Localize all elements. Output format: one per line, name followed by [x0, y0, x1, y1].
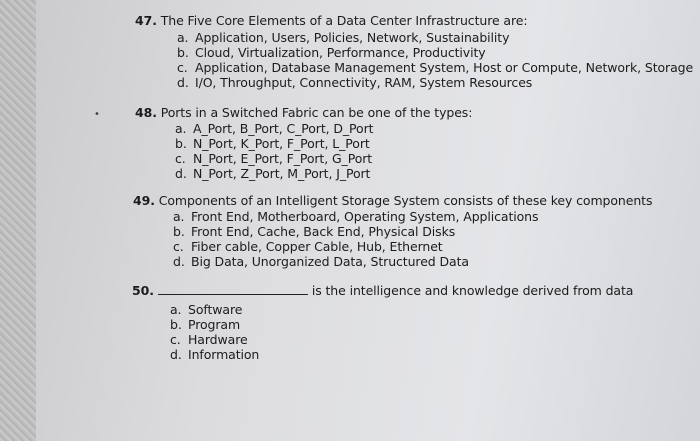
option-list	[173, 209, 652, 269]
option-a: a. A_Port, B_Port, C_Port, D_Port	[175, 121, 374, 136]
option-d: d. I/O, Throughput, Connectivity, RAM, System Resources	[177, 75, 533, 90]
question-text: is the intelligence and knowledge derived from data	[311, 283, 634, 298]
option-c: c. Hardware	[170, 332, 248, 347]
option-d: d. N_Port, Z_Port, M_Port, J_Port	[175, 166, 371, 181]
option-b: b. Front End, Cache, Back End, Physical Disks	[173, 224, 456, 239]
option-a: a. Software	[170, 302, 243, 317]
stray-mark: •	[94, 109, 100, 120]
option-c: c. Fiber cable, Copper Cable, Hub, Ethernet	[173, 239, 443, 254]
option-c: c. N_Port, E_Port, F_Port, G_Port	[175, 151, 373, 166]
question-stem	[133, 193, 652, 208]
option-a: a. Application, Users, Policies, Network, Sustainability	[177, 30, 510, 45]
question-stem	[135, 13, 693, 28]
question-47	[135, 13, 693, 90]
option-d: d. Big Data, Unorganized Data, Structured Data	[173, 254, 469, 269]
question-stem	[132, 283, 633, 298]
option-a: a. Front End, Motherboard, Operating System, Applications	[173, 209, 539, 224]
option-b: b. Cloud, Virtualization, Performance, Productivity	[177, 45, 486, 60]
option-list	[177, 30, 693, 90]
question-text: Components of an Intelligent Storage System consists of these key components	[158, 193, 653, 208]
question-48	[135, 105, 472, 181]
option-c: c. Application, Database Management System, Host or Compute, Network, Storage	[177, 60, 694, 75]
option-d: d. Information	[170, 347, 260, 362]
question-number: 49.	[133, 193, 155, 208]
desk-edge	[0, 0, 36, 441]
question-text: Ports in a Switched Fabric can be one of the types:	[160, 105, 473, 120]
question-number: 48.	[135, 105, 157, 120]
option-b: b. N_Port, K_Port, F_Port, L_Port	[175, 136, 370, 151]
option-list	[175, 121, 472, 181]
option-list	[170, 302, 633, 362]
question-number: 50.	[132, 283, 154, 298]
question-49	[133, 193, 652, 269]
answer-blank	[158, 283, 308, 295]
option-b: b. Program	[170, 317, 241, 332]
question-stem	[135, 105, 472, 120]
question-text: The Five Core Elements of a Data Center Infrastructure are:	[160, 13, 528, 28]
question-50	[132, 283, 633, 362]
question-number: 47.	[135, 13, 157, 28]
